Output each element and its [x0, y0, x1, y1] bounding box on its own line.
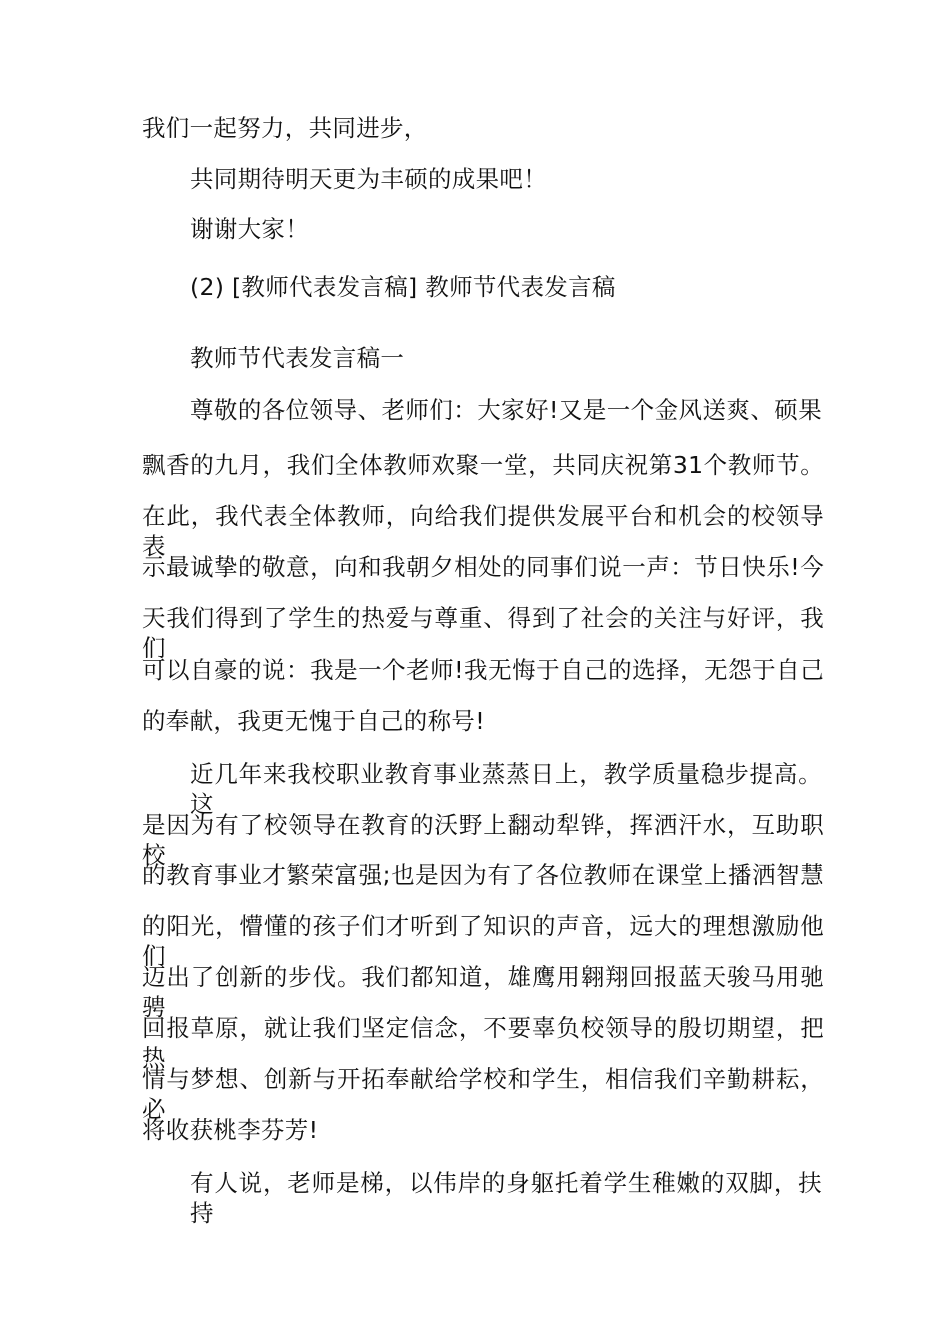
text-line: 的阳光，懵懂的孩子们才听到了知识的声音，远大的理想激励他们: [142, 912, 824, 970]
text-line: 有人说，老师是梯，以伟岸的身躯托着学生稚嫩的双脚，扶持: [190, 1169, 822, 1227]
text-line: 是因为有了校领导在教育的沃野上翻动犁铧，挥洒汗水，互助职校: [142, 811, 824, 869]
text-line: 我们一起努力，共同进步，: [142, 114, 428, 142]
text-line: 的教育事业才繁荣富强;也是因为有了各位教师在课堂上播洒智慧: [142, 861, 824, 889]
text-line: 示最诚挚的敬意，向和我朝夕相处的同事们说一声：节日快乐!今: [142, 553, 824, 581]
text-line: 将收获桃李芬芳!: [142, 1116, 319, 1144]
text-line: 回报草原，就让我们坚定信念，不要辜负校领导的殷切期望，把热: [142, 1014, 824, 1072]
text-line: 的奉献，我更无愧于自己的称号!: [142, 707, 485, 735]
text-line: 在此，我代表全体教师，向给我们提供发展平台和机会的校领导表: [142, 502, 824, 560]
text-line: 近几年来我校职业教育事业蒸蒸日上，教学质量稳步提高。这: [190, 760, 822, 818]
text-line: 可以自豪的说：我是一个老师!我无悔于自己的选择，无怨于自己: [142, 656, 824, 684]
text-line: 共同期待明天更为丰硕的成果吧！: [190, 165, 547, 193]
text-line: 谢谢大家！: [190, 215, 309, 243]
text-line: 飘香的九月，我们全体教师欢聚一堂，共同庆祝第31个教师节。: [142, 451, 824, 479]
text-line: 情与梦想、创新与开拓奉献给学校和学生，相信我们辛勤耕耘，必: [142, 1065, 824, 1123]
text-line: 尊敬的各位领导、老师们：大家好!又是一个金风送爽、硕果: [190, 396, 822, 424]
text-line: 天我们得到了学生的热爱与尊重、得到了社会的关注与好评，我们: [142, 604, 824, 662]
section-heading: (2) [教师代表发言稿] 教师节代表发言稿: [190, 273, 616, 301]
text-line: 迈出了创新的步伐。我们都知道，雄鹰用翱翔回报蓝天骏马用驰骋: [142, 963, 824, 1021]
speech-title: 教师节代表发言稿一: [190, 344, 405, 372]
